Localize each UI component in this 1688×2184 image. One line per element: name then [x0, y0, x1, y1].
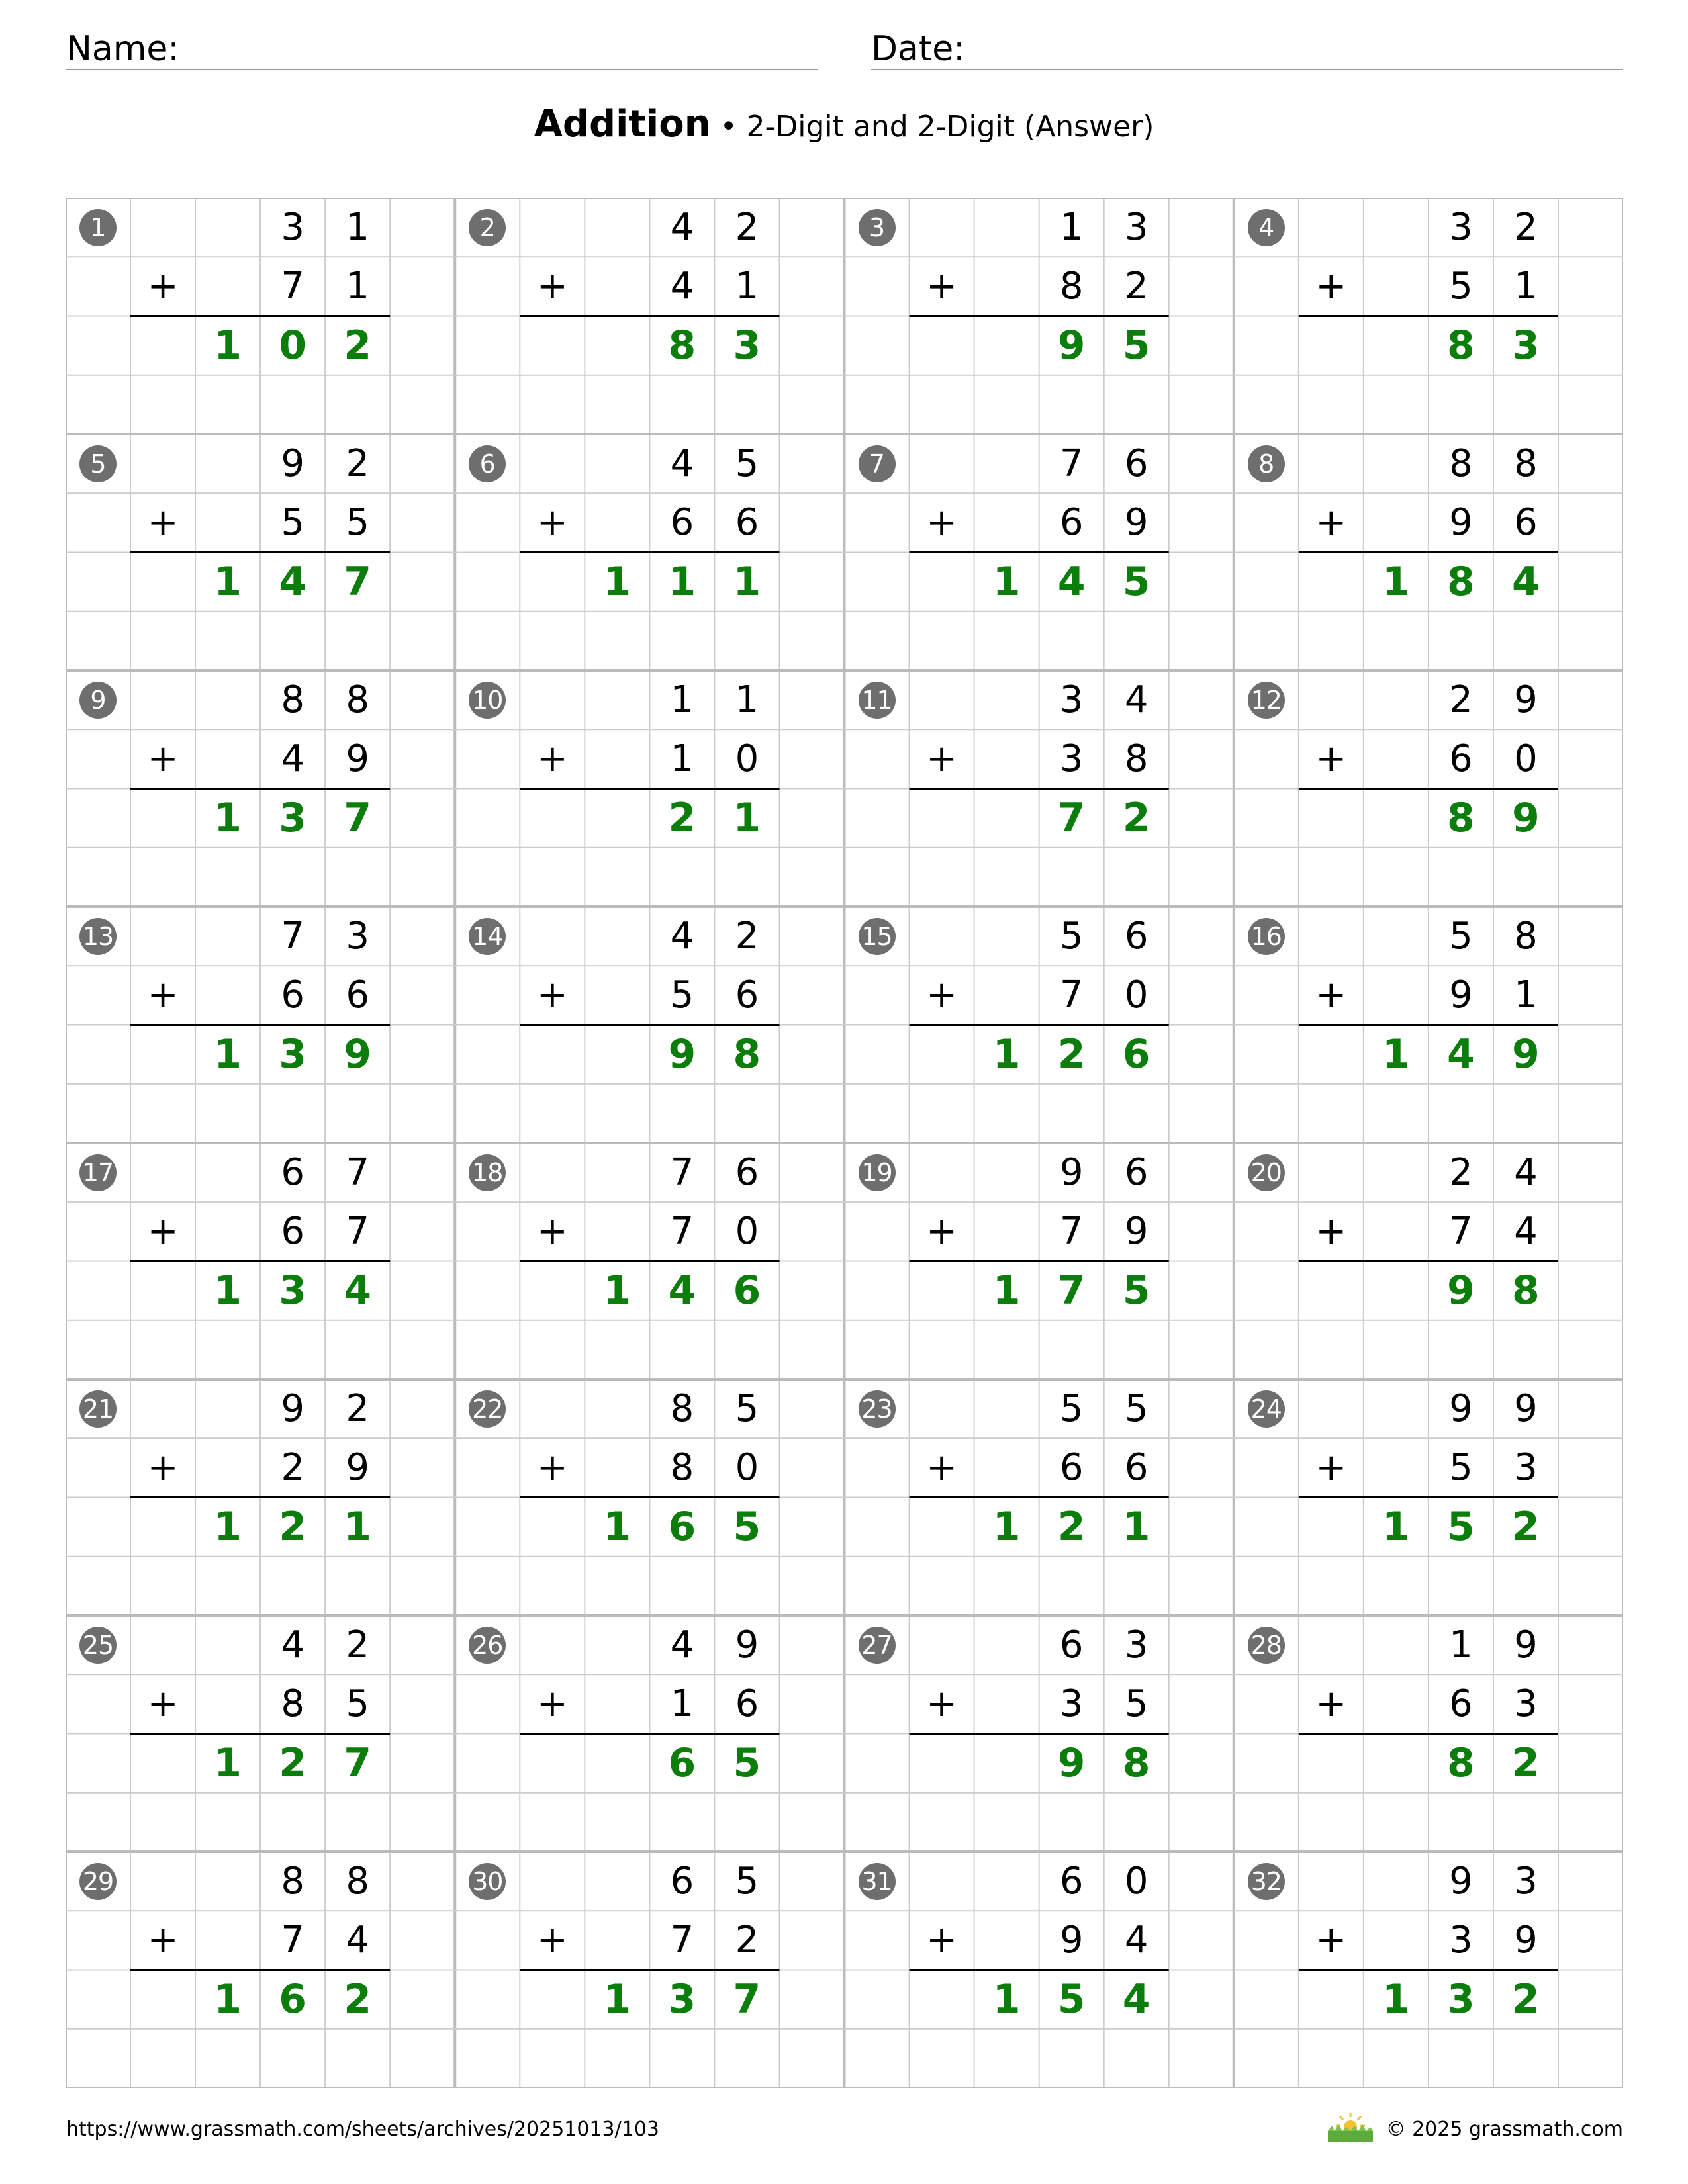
- addend-digit: 2: [1449, 678, 1473, 721]
- answer-digit: 2: [279, 1740, 307, 1787]
- addend-digit: 3: [1059, 737, 1084, 780]
- addend-digit: 2: [735, 1918, 759, 1962]
- plus-sign: +: [536, 264, 568, 308]
- addend-digit: 0: [735, 1209, 759, 1253]
- plus-sign: +: [926, 1209, 957, 1253]
- addend-digit: 5: [1449, 264, 1473, 308]
- problem-number-badge: 18: [469, 1154, 506, 1191]
- addend-digit: 6: [1514, 500, 1538, 544]
- plus-sign: +: [147, 973, 179, 1017]
- problem-number-badge: 13: [79, 918, 117, 955]
- addend-digit: 8: [1059, 264, 1084, 308]
- answer-digit: 2: [1057, 1031, 1086, 1078]
- answer-digit: 1: [1382, 1031, 1410, 1078]
- problem-number-badge: 12: [1248, 682, 1285, 719]
- addend-digit: 7: [346, 1150, 369, 1194]
- answer-digit: 7: [733, 1976, 761, 2023]
- addend-digit: 5: [1059, 914, 1084, 958]
- addend-digit: 6: [281, 1209, 305, 1253]
- addend-digit: 4: [1124, 1918, 1149, 1962]
- answer-digit: 4: [344, 1267, 372, 1314]
- problem-number-badge: 16: [1248, 918, 1285, 955]
- addend-digit: 9: [1514, 1387, 1538, 1430]
- addend-digit: 8: [1514, 441, 1538, 485]
- addend-digit: 6: [670, 1859, 694, 1903]
- date-field[interactable]: [871, 24, 1623, 70]
- addend-digit: 4: [670, 205, 694, 249]
- addend-digit: 7: [1449, 1209, 1473, 1253]
- problem-number-badge: 8: [1248, 445, 1285, 482]
- plus-sign: +: [536, 1682, 568, 1725]
- addend-digit: 3: [281, 205, 305, 249]
- answer-digit: 5: [1122, 1267, 1150, 1314]
- answer-digit: 1: [992, 1976, 1021, 2023]
- problem-number-badge: 11: [859, 682, 896, 719]
- addend-digit: 9: [1124, 1209, 1149, 1253]
- addend-digit: 9: [1514, 1918, 1538, 1962]
- answer-digit: 1: [214, 1267, 242, 1314]
- answer-digit: 1: [1122, 1504, 1150, 1551]
- problem-number-badge: 10: [469, 682, 506, 719]
- plus-sign: +: [926, 737, 957, 780]
- plus-sign: +: [926, 500, 957, 544]
- answer-digit: 2: [1122, 795, 1150, 842]
- addend-digit: 4: [1124, 678, 1149, 721]
- addend-digit: 3: [1514, 1859, 1538, 1903]
- answer-digit: 9: [1512, 795, 1540, 842]
- addend-digit: 3: [1124, 205, 1149, 249]
- addend-digit: 6: [1059, 1445, 1084, 1489]
- answer-digit: 1: [214, 1740, 242, 1787]
- answer-digit: 3: [1447, 1976, 1475, 2023]
- answer-digit: 9: [668, 1031, 696, 1078]
- addend-digit: 9: [1449, 973, 1473, 1017]
- addend-digit: 9: [1449, 1387, 1473, 1430]
- answer-digit: 7: [1057, 1267, 1086, 1314]
- plus-sign: +: [1315, 1445, 1347, 1489]
- answer-digit: 3: [733, 322, 761, 369]
- plus-sign: +: [1315, 973, 1347, 1017]
- addend-digit: 6: [1059, 1859, 1084, 1903]
- answer-digit: 9: [344, 1031, 372, 1078]
- plus-sign: +: [536, 1918, 568, 1962]
- addend-digit: 9: [1124, 500, 1149, 544]
- addend-digit: 1: [1514, 973, 1538, 1017]
- problem-number-badge: 30: [469, 1863, 506, 1900]
- addend-digit: 4: [281, 1623, 305, 1666]
- answer-digit: 7: [344, 1740, 372, 1787]
- addend-digit: 0: [1514, 737, 1538, 780]
- addend-digit: 5: [1059, 1387, 1084, 1430]
- addend-digit: 3: [1514, 1445, 1538, 1489]
- problem-number-badge: 31: [859, 1863, 896, 1900]
- answer-digit: 8: [668, 322, 696, 369]
- name-label: Name:: [66, 29, 179, 69]
- answer-digit: 7: [1057, 795, 1086, 842]
- answer-digit: 1: [1382, 559, 1410, 606]
- answer-digit: 2: [279, 1504, 307, 1551]
- problem-number-badge: 24: [1248, 1390, 1285, 1428]
- addend-digit: 8: [281, 1682, 305, 1725]
- addend-digit: 3: [1514, 1682, 1538, 1725]
- addend-digit: 8: [670, 1445, 694, 1489]
- plus-sign: +: [926, 1918, 957, 1962]
- addend-digit: 9: [1449, 500, 1473, 544]
- plus-sign: +: [147, 1209, 179, 1253]
- answer-digit: 3: [1512, 322, 1540, 369]
- problem-number-badge: 4: [1248, 209, 1285, 246]
- addend-digit: 5: [735, 441, 759, 485]
- answer-digit: 6: [668, 1740, 696, 1787]
- addend-digit: 3: [1449, 1918, 1473, 1962]
- addend-digit: 9: [1059, 1918, 1084, 1962]
- answer-digit: 1: [1382, 1976, 1410, 2023]
- plus-sign: +: [1315, 1682, 1347, 1725]
- answer-digit: 1: [214, 1976, 242, 2023]
- addend-digit: 0: [735, 1445, 759, 1489]
- addend-digit: 1: [346, 205, 369, 249]
- answer-digit: 1: [214, 1504, 242, 1551]
- addend-digit: 4: [1514, 1209, 1538, 1253]
- problem-number-badge: 20: [1248, 1154, 1285, 1191]
- addend-digit: 9: [735, 1623, 759, 1666]
- addend-digit: 1: [1059, 205, 1084, 249]
- addend-digit: 4: [670, 914, 694, 958]
- addend-digit: 1: [670, 1682, 694, 1725]
- answer-digit: 1: [992, 1504, 1021, 1551]
- answer-digit: 8: [1447, 1740, 1475, 1787]
- addend-digit: 9: [1514, 678, 1538, 721]
- addend-digit: 6: [1059, 1623, 1084, 1666]
- plus-sign: +: [536, 973, 568, 1017]
- problem-number-badge: 1: [79, 209, 117, 246]
- answer-digit: 3: [668, 1976, 696, 2023]
- answer-digit: 2: [1512, 1740, 1540, 1787]
- addend-digit: 8: [1124, 737, 1149, 780]
- answer-digit: 6: [733, 1267, 761, 1314]
- name-field[interactable]: [66, 24, 818, 70]
- plus-sign: +: [926, 973, 957, 1017]
- problem-number-badge: 21: [79, 1390, 117, 1428]
- answer-digit: 6: [668, 1504, 696, 1551]
- addend-digit: 5: [1449, 914, 1473, 958]
- addend-digit: 4: [281, 737, 305, 780]
- answer-digit: 3: [279, 1031, 307, 1078]
- problem-number-badge: 29: [79, 1863, 117, 1900]
- addend-digit: 2: [735, 914, 759, 958]
- addend-digit: 7: [346, 1209, 369, 1253]
- title-subtitle: • 2-Digit and 2-Digit (Answer): [710, 110, 1154, 144]
- addend-digit: 1: [670, 737, 694, 780]
- answer-digit: 2: [1057, 1504, 1086, 1551]
- plus-sign: +: [147, 1682, 179, 1725]
- plus-sign: +: [147, 737, 179, 780]
- answer-digit: 2: [344, 322, 372, 369]
- answer-digit: 8: [1512, 1267, 1540, 1314]
- answer-digit: 9: [1447, 1267, 1475, 1314]
- answer-digit: 8: [1447, 322, 1475, 369]
- addend-digit: 7: [670, 1209, 694, 1253]
- answer-digit: 1: [992, 559, 1021, 606]
- plus-sign: +: [536, 1209, 568, 1253]
- plus-sign: +: [147, 500, 179, 544]
- addend-digit: 8: [281, 678, 305, 721]
- plus-sign: +: [1315, 1918, 1347, 1962]
- addend-digit: 9: [281, 441, 305, 485]
- answer-digit: 0: [279, 322, 307, 369]
- addend-digit: 2: [1449, 1150, 1473, 1194]
- answer-digit: 4: [1057, 559, 1086, 606]
- addend-digit: 5: [1124, 1387, 1149, 1430]
- plus-sign: +: [1315, 500, 1347, 544]
- problem-number-badge: 23: [859, 1390, 896, 1428]
- addend-digit: 2: [346, 1387, 369, 1430]
- date-label: Date:: [871, 29, 965, 69]
- addend-digit: 1: [1514, 264, 1538, 308]
- answer-digit: 1: [992, 1031, 1021, 1078]
- problem-number-badge: 32: [1248, 1863, 1285, 1900]
- plus-sign: +: [536, 737, 568, 780]
- addend-digit: 6: [1449, 1682, 1473, 1725]
- addend-digit: 8: [346, 1859, 369, 1903]
- footer-url[interactable]: https://www.grassmath.com/sheets/archives/20251013/103: [66, 2118, 660, 2141]
- addend-digit: 7: [1059, 441, 1084, 485]
- problem-number-badge: 2: [469, 209, 506, 246]
- addend-digit: 6: [735, 973, 759, 1017]
- addend-digit: 3: [1059, 1682, 1084, 1725]
- plus-sign: +: [1315, 737, 1347, 780]
- addend-digit: 9: [346, 737, 369, 780]
- problem-grid: [66, 198, 1623, 2088]
- addend-digit: 6: [735, 1150, 759, 1194]
- answer-digit: 5: [1122, 559, 1150, 606]
- problem-number-badge: 9: [79, 682, 117, 719]
- answer-digit: 2: [344, 1976, 372, 2023]
- addend-digit: 0: [1124, 1859, 1149, 1903]
- addend-digit: 5: [281, 500, 305, 544]
- addend-digit: 3: [346, 914, 369, 958]
- addend-digit: 1: [346, 264, 369, 308]
- addend-digit: 6: [1124, 441, 1149, 485]
- addend-digit: 9: [1514, 1623, 1538, 1666]
- addend-digit: 8: [346, 678, 369, 721]
- problem-number-badge: 14: [469, 918, 506, 955]
- plus-sign: +: [536, 500, 568, 544]
- answer-digit: 1: [214, 795, 242, 842]
- addend-digit: 7: [281, 1918, 305, 1962]
- plus-sign: +: [1315, 1209, 1347, 1253]
- answer-digit: 1: [603, 559, 632, 606]
- addend-digit: 5: [670, 973, 694, 1017]
- problem-number-badge: 19: [859, 1154, 896, 1191]
- problem-number-badge: 6: [469, 445, 506, 482]
- answer-digit: 4: [1512, 559, 1540, 606]
- plus-sign: +: [147, 1445, 179, 1489]
- answer-digit: 5: [1122, 322, 1150, 369]
- grass-sun-icon: [1327, 2111, 1374, 2143]
- answer-digit: 1: [214, 322, 242, 369]
- problem-number-badge: 15: [859, 918, 896, 955]
- addend-digit: 6: [1124, 1150, 1149, 1194]
- addend-digit: 2: [1124, 264, 1149, 308]
- answer-digit: 5: [733, 1740, 761, 1787]
- addend-digit: 4: [346, 1918, 369, 1962]
- answer-digit: 1: [344, 1504, 372, 1551]
- addend-digit: 6: [281, 973, 305, 1017]
- addend-digit: 8: [281, 1859, 305, 1903]
- addend-digit: 6: [346, 973, 369, 1017]
- addend-digit: 9: [1059, 1150, 1084, 1194]
- addend-digit: 0: [735, 737, 759, 780]
- addend-digit: 3: [1449, 205, 1473, 249]
- answer-digit: 1: [603, 1504, 632, 1551]
- plus-sign: +: [926, 1682, 957, 1725]
- addend-digit: 4: [670, 441, 694, 485]
- addend-digit: 1: [735, 264, 759, 308]
- answer-digit: 6: [279, 1976, 307, 2023]
- answer-digit: 4: [1122, 1976, 1150, 2023]
- addend-digit: 4: [670, 264, 694, 308]
- plus-sign: +: [536, 1445, 568, 1489]
- addend-digit: 0: [1124, 973, 1149, 1017]
- answer-digit: 9: [1057, 1740, 1086, 1787]
- problem-number-badge: 5: [79, 445, 117, 482]
- answer-digit: 3: [279, 795, 307, 842]
- addend-digit: 4: [1514, 1150, 1538, 1194]
- addend-digit: 5: [735, 1387, 759, 1430]
- plus-sign: +: [147, 264, 179, 308]
- answer-digit: 4: [279, 559, 307, 606]
- addend-digit: 2: [346, 441, 369, 485]
- addend-digit: 8: [1449, 441, 1473, 485]
- answer-digit: 8: [1447, 559, 1475, 606]
- addend-digit: 1: [670, 678, 694, 721]
- addend-digit: 9: [346, 1445, 369, 1489]
- addend-digit: 2: [281, 1445, 305, 1489]
- answer-digit: 1: [603, 1976, 632, 2023]
- addend-digit: 3: [1124, 1623, 1149, 1666]
- answer-digit: 6: [1122, 1031, 1150, 1078]
- problem-number-badge: 26: [469, 1627, 506, 1664]
- addend-digit: 8: [1514, 914, 1538, 958]
- addend-digit: 6: [281, 1150, 305, 1194]
- answer-digit: 1: [733, 795, 761, 842]
- addend-digit: 7: [670, 1918, 694, 1962]
- addend-digit: 5: [346, 1682, 369, 1725]
- answer-digit: 5: [1447, 1504, 1475, 1551]
- answer-digit: 7: [344, 795, 372, 842]
- plus-sign: +: [147, 1918, 179, 1962]
- addend-digit: 7: [281, 914, 305, 958]
- addend-digit: 7: [670, 1150, 694, 1194]
- problem-number-badge: 25: [79, 1627, 117, 1664]
- plus-sign: +: [926, 1445, 957, 1489]
- addend-digit: 5: [735, 1859, 759, 1903]
- answer-digit: 7: [344, 559, 372, 606]
- addend-digit: 6: [670, 500, 694, 544]
- answer-digit: 4: [1447, 1031, 1475, 1078]
- addend-digit: 6: [735, 1682, 759, 1725]
- addend-digit: 1: [1449, 1623, 1473, 1666]
- problem-number-badge: 28: [1248, 1627, 1285, 1664]
- addend-digit: 9: [1449, 1859, 1473, 1903]
- answer-digit: 1: [603, 1267, 632, 1314]
- addend-digit: 6: [735, 500, 759, 544]
- answer-digit: 2: [1512, 1976, 1540, 2023]
- problem-number-badge: 27: [859, 1627, 896, 1664]
- addend-digit: 2: [346, 1623, 369, 1666]
- footer-copyright: © 2025 grassmath.com: [1385, 2118, 1623, 2141]
- addend-digit: 1: [735, 678, 759, 721]
- answer-digit: 1: [733, 559, 761, 606]
- title-main: Addition: [534, 103, 711, 146]
- worksheet-title: [0, 103, 1688, 146]
- addend-digit: 6: [1059, 500, 1084, 544]
- addend-digit: 7: [281, 264, 305, 308]
- addend-digit: 7: [1059, 973, 1084, 1017]
- addend-digit: 5: [1124, 1682, 1149, 1725]
- problem-number-badge: 7: [859, 445, 896, 482]
- answer-digit: 8: [1447, 795, 1475, 842]
- addend-digit: 2: [1514, 205, 1538, 249]
- plus-sign: +: [926, 264, 957, 308]
- addend-digit: 6: [1449, 737, 1473, 780]
- answer-digit: 5: [733, 1504, 761, 1551]
- answer-digit: 1: [992, 1267, 1021, 1314]
- problem-number-badge: 17: [79, 1154, 117, 1191]
- answer-digit: 1: [1382, 1504, 1410, 1551]
- answer-digit: 1: [214, 1031, 242, 1078]
- addend-digit: 7: [1059, 1209, 1084, 1253]
- addend-digit: 6: [1124, 1445, 1149, 1489]
- answer-digit: 5: [1057, 1976, 1086, 2023]
- addend-digit: 4: [670, 1623, 694, 1666]
- addend-digit: 5: [1449, 1445, 1473, 1489]
- answer-digit: 2: [668, 795, 696, 842]
- answer-digit: 1: [668, 559, 696, 606]
- answer-digit: 3: [279, 1267, 307, 1314]
- answer-digit: 9: [1057, 322, 1086, 369]
- answer-digit: 9: [1512, 1031, 1540, 1078]
- problem-number-badge: 3: [859, 209, 896, 246]
- answer-digit: 8: [733, 1031, 761, 1078]
- answer-digit: 2: [1512, 1504, 1540, 1551]
- plus-sign: +: [1315, 264, 1347, 308]
- addend-digit: 5: [346, 500, 369, 544]
- addend-digit: 6: [1124, 914, 1149, 958]
- addend-digit: 8: [670, 1387, 694, 1430]
- problem-number-badge: 22: [469, 1390, 506, 1428]
- addend-digit: 3: [1059, 678, 1084, 721]
- answer-digit: 1: [214, 559, 242, 606]
- addend-digit: 9: [281, 1387, 305, 1430]
- answer-digit: 8: [1122, 1740, 1150, 1787]
- answer-digit: 4: [668, 1267, 696, 1314]
- addend-digit: 2: [735, 205, 759, 249]
